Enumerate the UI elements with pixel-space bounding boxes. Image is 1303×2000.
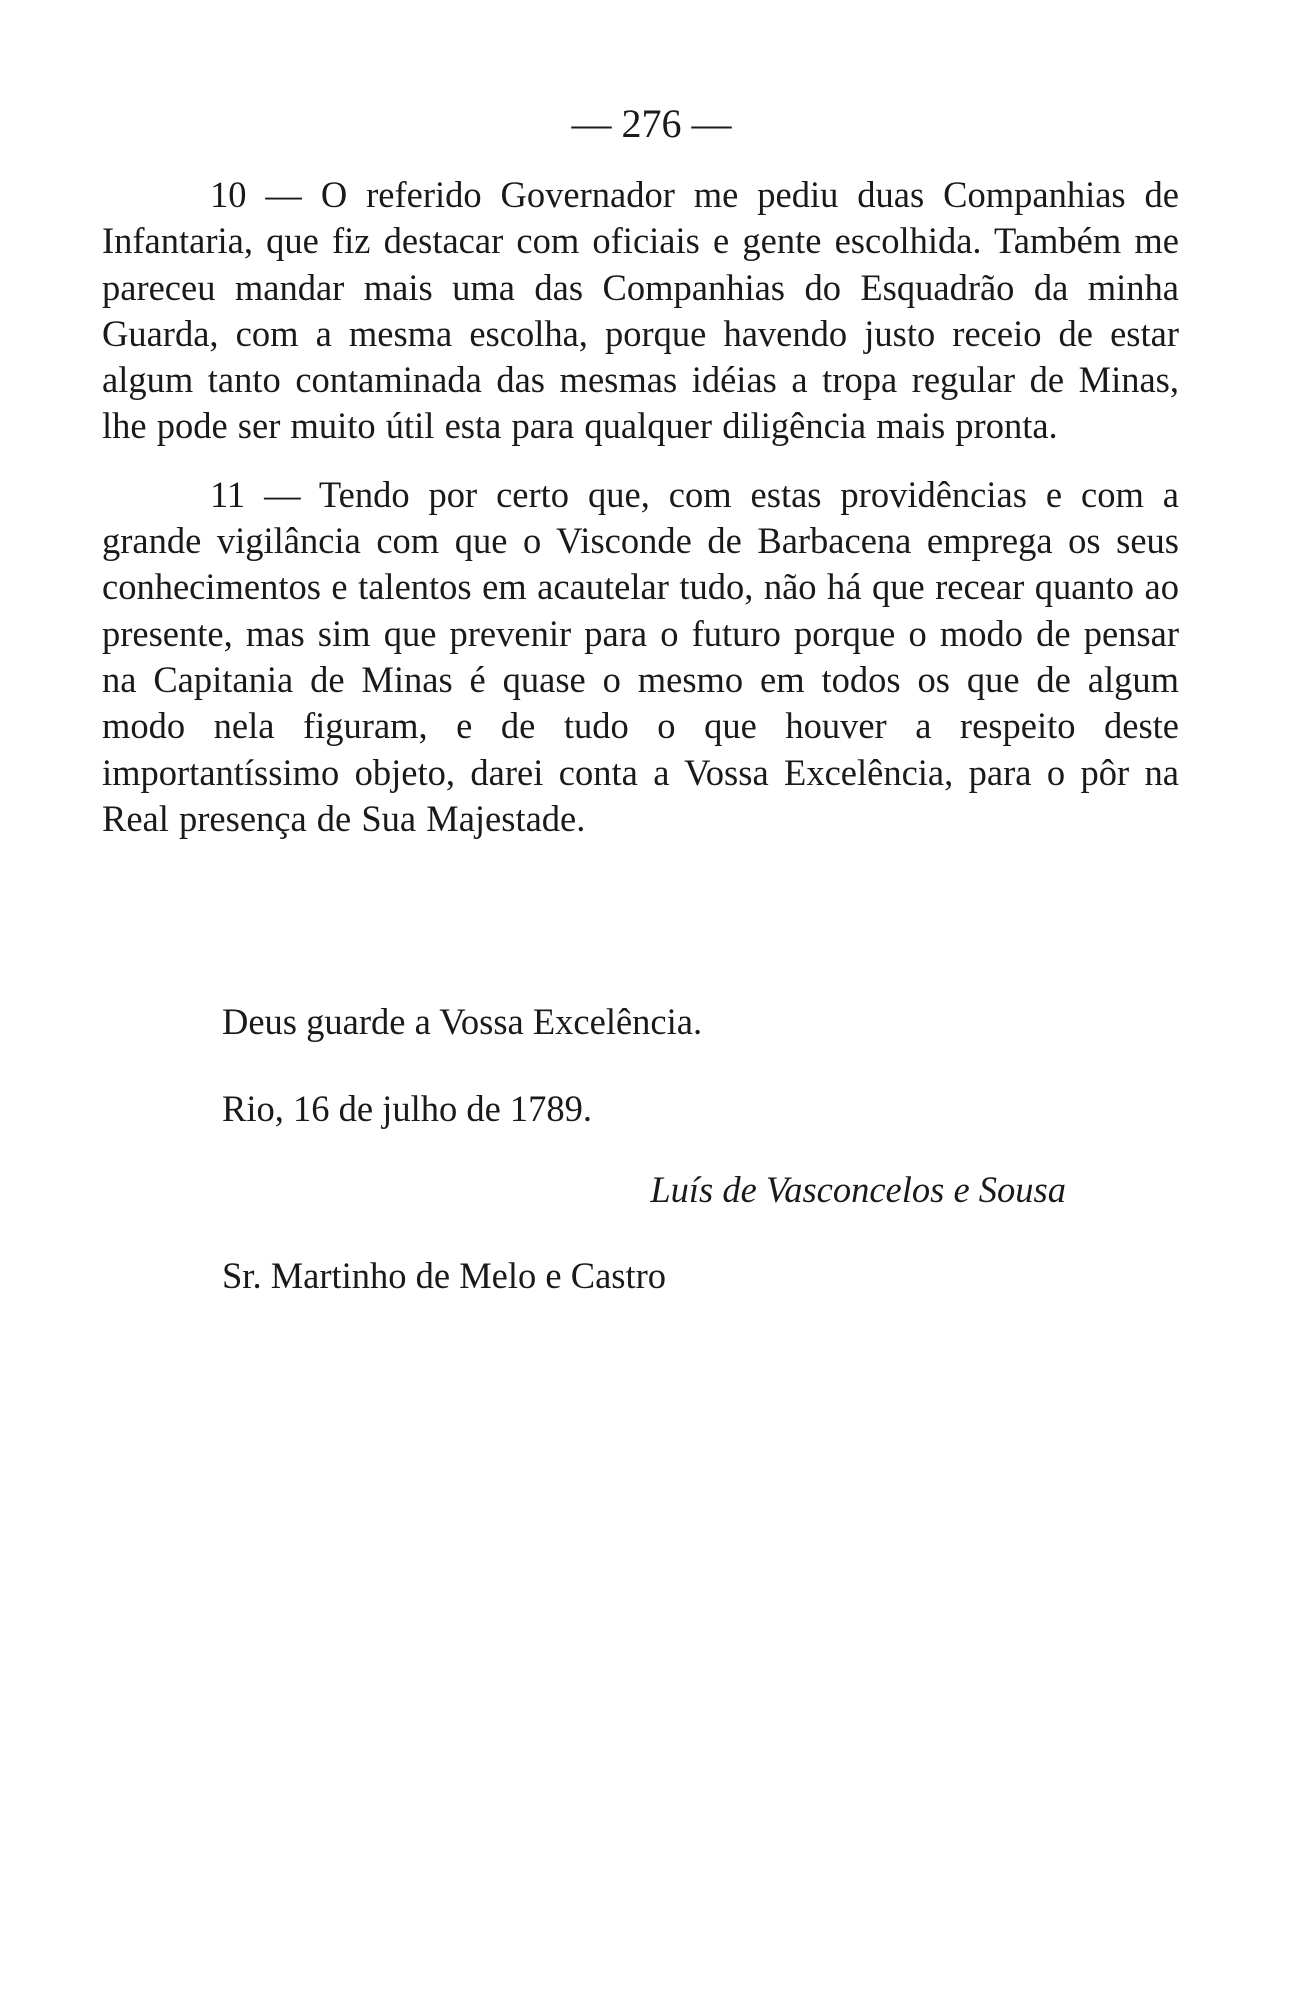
addressee: Sr. Martinho de Melo e Castro — [222, 1255, 667, 1296]
closing-greeting: Deus guarde a Vossa Excelência. — [222, 1001, 703, 1042]
page-number: — 276 — — [571, 101, 732, 146]
signature: Luís de Vasconcelos e Sousa — [650, 1169, 1066, 1210]
dateline: Rio, 16 de julho de 1789. — [222, 1088, 593, 1129]
paragraph-11: 11 — Tendo por certo que, com estas providências e com a grande vigilância com que o Visconde de Barbacena emprega os seus conhecimentos e talentos em acautelar tudo, não há que recear quanto ao presente, mas sim que prevenir para o futuro porque o modo de pensar na Capitania de Minas é quase o mesmo em todos os que de algum modo nela figuram, e de tudo o que houver a respeito deste importantíssimo objeto, darei conta a Vossa Excelência, para o pôr na Real presença de Sua Majestade. — [102, 473, 1179, 839]
paragraph-10: 10 — O referido Governador me pediu duas Companhias de Infantaria, que fiz destacar com oficiais e gente escolhida. Também me pareceu mandar mais uma das Companhias do Esquadrão da minha Guarda, com a mesma escolha, porque havendo justo receio de estar algum tanto contaminada das mesmas idéias a tropa regular de Minas, lhe pode ser muito útil esta para qualquer diligência mais pronta. — [102, 174, 1179, 447]
letter-body — [102, 172, 1179, 842]
